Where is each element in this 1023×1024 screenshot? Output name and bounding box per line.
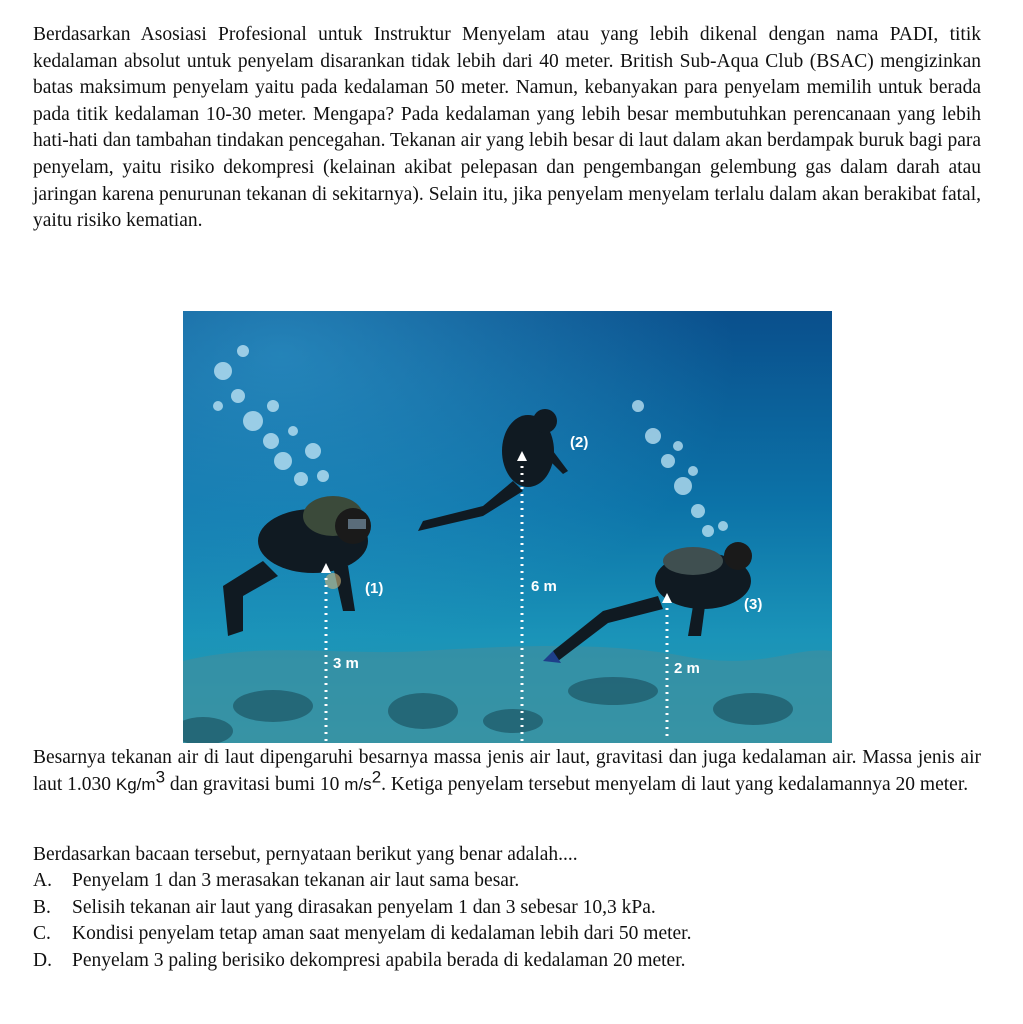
option-c-text: Kondisi penyelam tetap aman saat menyelam di kedalaman lebih dari 50 meter. bbox=[72, 923, 692, 945]
height-label-1: 3 m bbox=[333, 655, 359, 672]
answer-options bbox=[33, 868, 691, 974]
height-label-3: 2 m bbox=[674, 660, 700, 677]
option-a-text: Penyelam 1 dan 3 merasakan tekanan air laut sama besar. bbox=[72, 870, 520, 891]
context-part3: . Ketiga penyelam tersebut menyelam di laut yang kedalamannya 20 meter. bbox=[381, 773, 969, 795]
option-d-text: Penyelam 3 paling berisiko dekompresi apabila berada di kedalaman 20 meter. bbox=[72, 949, 686, 971]
option-a[interactable] bbox=[33, 868, 691, 895]
option-b[interactable] bbox=[33, 895, 691, 922]
question-stem: Berdasarkan bacaan tersebut, pernyataan berikut yang benar adalah.... bbox=[33, 844, 578, 865]
context-part2: dan gravitasi bumi 10 bbox=[165, 773, 345, 795]
diver-3-label: (3) bbox=[744, 596, 763, 613]
option-d[interactable] bbox=[33, 948, 691, 975]
diver-1-label: (1) bbox=[365, 580, 384, 597]
density-unit: Kg/m bbox=[115, 774, 156, 794]
density-exponent: 3 bbox=[155, 767, 166, 787]
option-b-text: Selisih tekanan air laut yang dirasakan penyelam 1 dan 3 sebesar 10,3 kPa. bbox=[72, 896, 656, 918]
diver-illustration bbox=[183, 311, 832, 743]
option-d-letter: D. bbox=[33, 949, 52, 971]
context-part1: Besarnya tekanan air di laut dipengaruhi besarnya massa jenis air laut, gravitasi dan juga kedalaman air. Massa jenis air laut 1.030 bbox=[33, 747, 981, 795]
option-b-letter: B. bbox=[33, 896, 51, 918]
diver-2-label: (2) bbox=[570, 434, 589, 451]
option-c-letter: C. bbox=[33, 923, 51, 945]
height-label-2: 6 m bbox=[531, 578, 557, 595]
intro-paragraph: Berdasarkan Asosiasi Profesional untuk Instruktur Menyelam atau yang lebih dikenal dengan nama PADI, titik kedalaman absolut untuk penyelam disarankan tidak lebih dari 40 meter. British Sub-Aqua Club (BSAC) mengizinkan batas maksimum penyelam yaitu pada kedalaman 50 meter. Namun, kebanyakan para penyelam memilih untuk berada pada titik kedalaman 10-30 meter. Mengapa? Pada kedalaman yang lebih besar membutuhkan perencanaan yang lebih hati-hati dan tambahan tindakan pencegahan. Tekanan air yang lebih besar di laut dalam akan berdampak buruk bagi para penyelam, yaitu risiko dekompresi (kelainan akibat pelepasan dan pengembangan gelembung gas dalam darah atau jaringan karena penurunan tekanan di sekitarnya). Selain itu, jika penyelam menyelam terlalu dalam akan berakibat fatal, yaitu risiko kematian. bbox=[33, 24, 981, 232]
gravity-unit: m/s bbox=[344, 774, 372, 794]
option-a-letter: A. bbox=[33, 870, 52, 891]
gravity-exponent: 2 bbox=[371, 767, 382, 787]
option-c[interactable] bbox=[33, 921, 691, 948]
context-paragraph bbox=[33, 745, 981, 798]
